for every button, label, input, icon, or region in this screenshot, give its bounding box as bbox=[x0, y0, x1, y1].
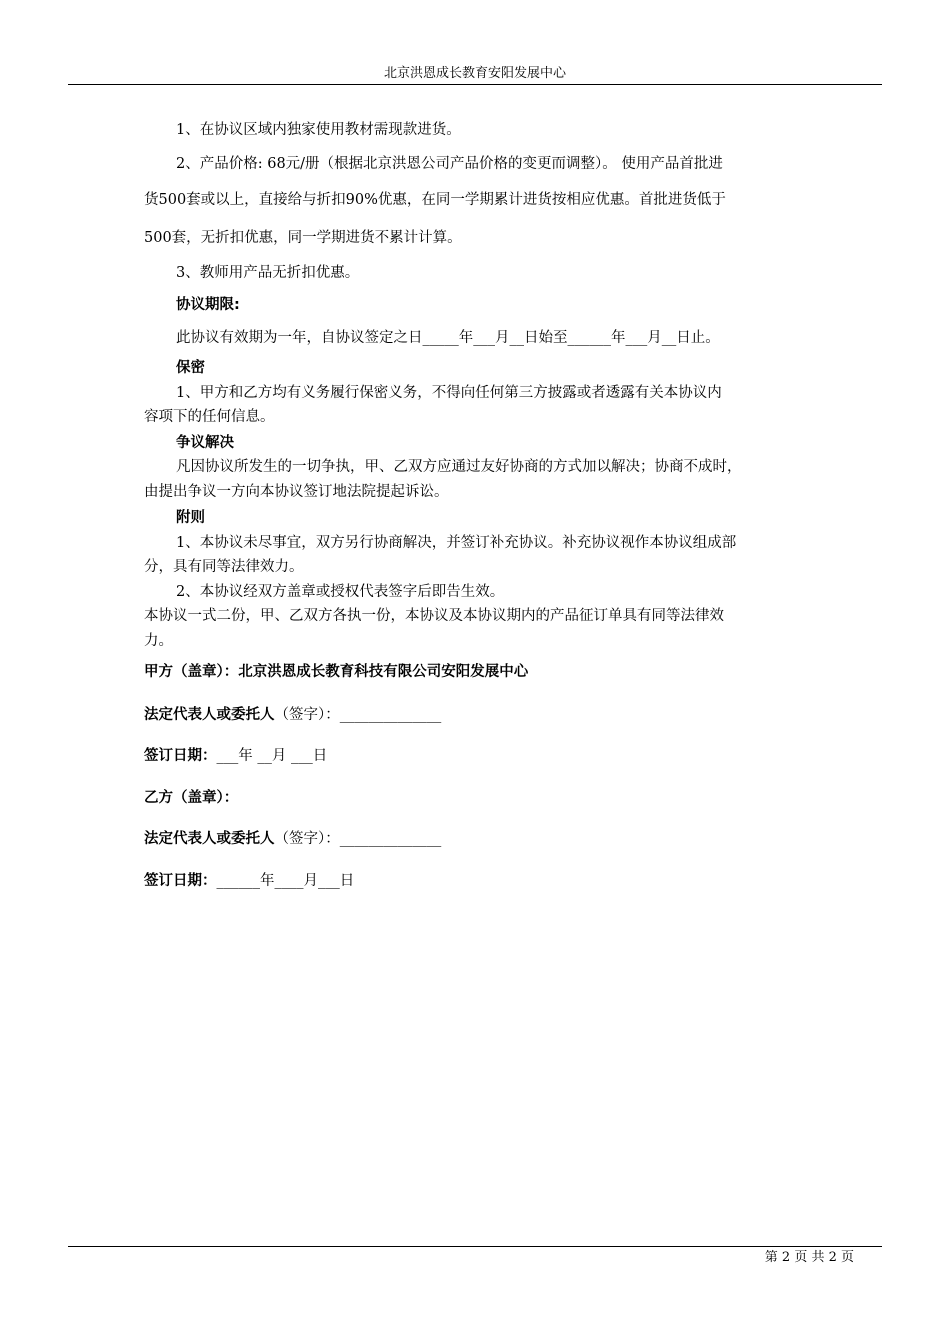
footer-rule bbox=[68, 1246, 882, 1247]
annex-line-1: 1、本协议未尽事宜，双方另行协商解决，并签订补充协议。补充协议视作本协议组成部 bbox=[176, 535, 737, 551]
rep-label-b: 法定代表人或委托人 bbox=[144, 831, 275, 847]
rep-label-a: 法定代表人或委托人 bbox=[144, 707, 275, 723]
rep-sign-b: （签字）：______________ bbox=[274, 831, 442, 847]
party-a: 甲方（盖章）：北京洪恩成长教育科技有限公司安阳发展中心 bbox=[144, 664, 529, 680]
annex-line-5: 力。 bbox=[144, 633, 173, 649]
dispute-line-2: 由提出争议一方向本协议签订地法院提起诉讼。 bbox=[144, 484, 449, 500]
dispute-heading: 争议解决 bbox=[176, 435, 234, 451]
page-header: 北京洪恩成长教育安阳发展中心 bbox=[68, 64, 882, 85]
clause-3: 3、教师用产品无折扣优惠。 bbox=[176, 265, 360, 281]
date-label-b: 签订日期： bbox=[144, 873, 217, 889]
annex-line-3: 2、本协议经双方盖章或授权代表签字后即告生效。 bbox=[176, 584, 505, 600]
term-text: 此协议有效期为一年，自协议签定之日_____年___月__日始至______年___月__日止。 bbox=[176, 330, 720, 346]
party-b: 乙方（盖章）： bbox=[144, 790, 239, 806]
clause-2-line-1: 2、产品价格: 68元/册（根据北京洪恩公司产品价格的变更而调整）。 使用产品首批进 bbox=[176, 156, 723, 172]
clause-2-line-2: 货500套或以上，直接给与折扣90%优惠，在同一学期累计进货按相应优惠。首批进货低于 bbox=[144, 192, 726, 208]
annex-line-2: 分，具有同等法律效力。 bbox=[144, 559, 304, 575]
annex-line-4: 本协议一式二份，甲、乙双方各执一份，本协议及本协议期内的产品征订单具有同等法律效 bbox=[144, 608, 724, 624]
clause-1: 1、在协议区域内独家使用教材需现款进货。 bbox=[176, 122, 461, 138]
date-value-b: ______年____月___日 bbox=[216, 873, 355, 889]
secrecy-line-2: 容项下的任何信息。 bbox=[144, 409, 275, 425]
rep-sign-a: （签字）：______________ bbox=[274, 707, 442, 723]
date-value-a: ___年 __月 ___日 bbox=[216, 748, 328, 764]
date-line-a bbox=[144, 746, 327, 766]
annex-heading: 附则 bbox=[176, 510, 205, 526]
term-heading: 协议期限: bbox=[176, 297, 240, 313]
secrecy-heading: 保密 bbox=[176, 360, 205, 376]
date-line-b bbox=[144, 871, 354, 891]
clause-2-line-3: 500套，无折扣优惠，同一学期进货不累计计算。 bbox=[144, 230, 462, 246]
secrecy-line-1: 1、甲方和乙方均有义务履行保密义务，不得向任何第三方披露或者透露有关本协议内 bbox=[176, 385, 722, 401]
page-number: 第 2 页 共 2 页 bbox=[764, 1250, 854, 1265]
dispute-line-1: 凡因协议所发生的一切争执，甲、乙双方应通过友好协商的方式加以解决；协商不成时， bbox=[176, 459, 742, 475]
date-label-a: 签订日期： bbox=[144, 748, 217, 764]
rep-line-b bbox=[144, 829, 441, 849]
rep-line-a bbox=[144, 705, 441, 725]
